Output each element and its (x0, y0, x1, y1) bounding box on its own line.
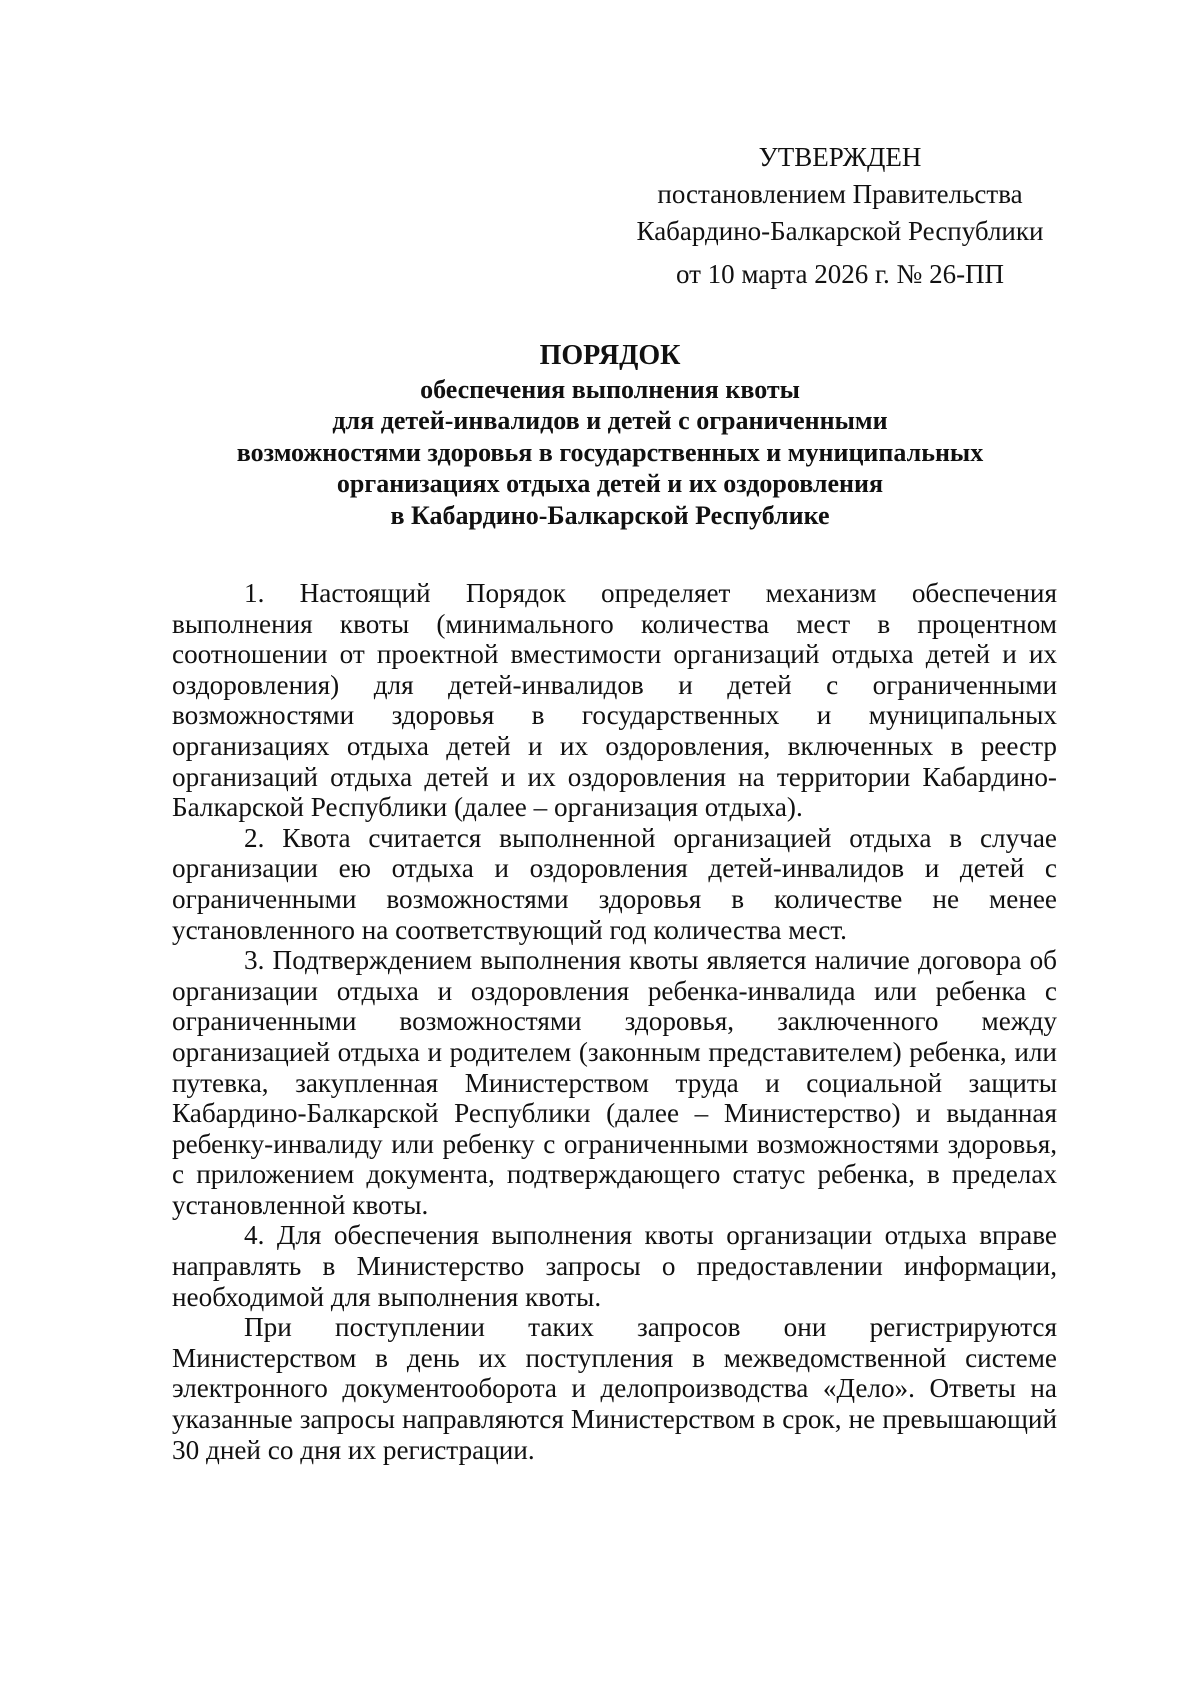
title-line: возможностями здоровья в государственных и муниципальных (236, 437, 984, 467)
paragraph-2: 2. Квота считается выполненной организацией отдыха в случае организации ею отдыха и оздоровления детей-инвалидов и детей с ограниченными возможностями здоровья в количестве не менее установленного на соответствующий год количества мест. (172, 822, 1057, 945)
paragraph-1: 1. Настоящий Порядок определяет механизм обеспечения выполнения квоты (минимального количества мест в процентном соотношении от проектной вместимости организаций отдыха детей и их оздоровления) для детей-инвалидов и детей с ограниченными возможностями здоровья в государственных и муниципальных организациях отдыха детей и их оздоровления, включенных в реестр организаций отдыха детей и их оздоровления на территории Кабардино-Балкарской Республики (далее – организация отдыха). (172, 578, 1057, 823)
title-line: организациях отдыха детей и их оздоровления (336, 469, 884, 498)
approval-decree-line: постановлением Правительства (657, 179, 1023, 209)
title-main: ПОРЯДОК (539, 340, 681, 371)
approval-stamp-block (590, 140, 1090, 292)
approval-date-number: от 10 марта 2026 г. № 26-ПП (675, 259, 1005, 289)
title-line: в Кабардино-Балкарской Республике (390, 500, 830, 530)
paragraph-5: При поступлении таких запросов они регистрируются Министерством в день их поступления в межведомственной системе электронного документооборота и делопроизводства «Дело». Ответы на указанные запросы направляются Министерством в срок, не превышающий 30 дней со дня их регистрации. (172, 1312, 1057, 1465)
approval-status: УТВЕРЖДЕН (758, 142, 922, 172)
document-title (160, 340, 1060, 531)
document-body (172, 578, 1057, 1465)
title-line: для детей-инвалидов и детей с ограниченными (332, 406, 888, 435)
paragraph-4: 4. Для обеспечения выполнения квоты организации отдыха вправе направлять в Министерство запросы о предоставлении информации, необходимой для выполнения квоты. (172, 1220, 1057, 1312)
title-line: обеспечения выполнения квоты (420, 374, 800, 404)
approval-republic-line: Кабардино-Балкарской Республики (636, 216, 1044, 246)
paragraph-3: 3. Подтверждением выполнения квоты является наличие договора об организации отдыха и оздоровления ребенка-инвалида или ребенка с ограниченными возможностями здоровья, заключенного между организацией отдыха и родителем (законным представителем) ребенка, или путевка, закупленная Министерством труда и социальной защиты Кабардино-Балкарской Республики (далее – Министерство) и выданная ребенку-инвалиду или ребенку с ограниченными возможностями здоровья, с приложением документа, подтверждающего статус ребенка, в пределах установленной квоты. (172, 945, 1057, 1220)
